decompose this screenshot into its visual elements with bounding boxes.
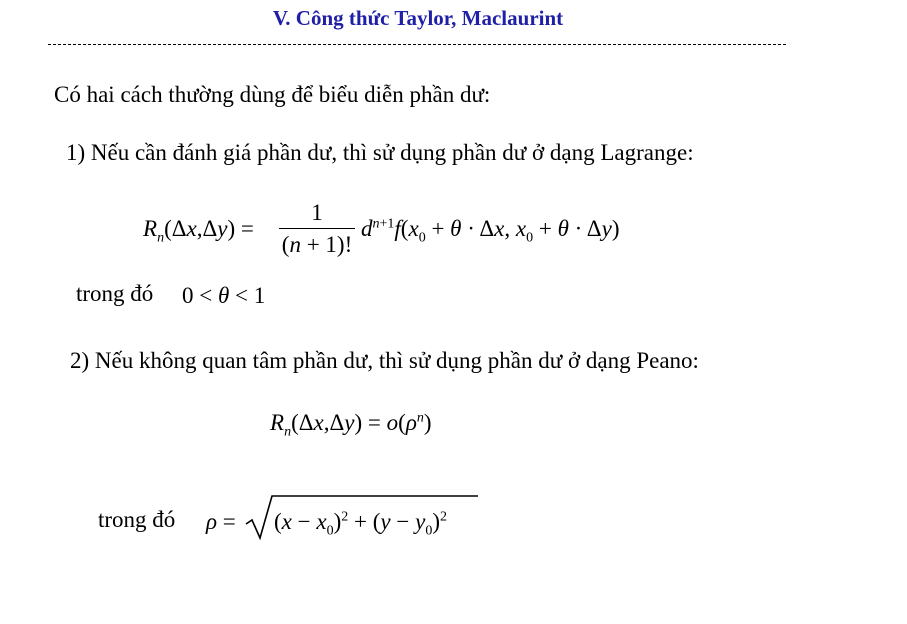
peano-formula: $R_n(\Delta x,\Delta y) = o(\rho^n)$: [270, 410, 432, 440]
lagrange-formula: [143, 200, 663, 270]
radicand: $(x - x_0)^2 + (y - y_0)^2$: [274, 509, 447, 539]
case-1-text: 1) Nếu cần đánh giá phần dư, thì sử dụng phần dư ở dạng Lagrange:: [66, 140, 694, 165]
intro-text: Có hai cách thường dùng để biểu diễn phần dư:: [54, 82, 491, 107]
case-2-text: 2) Nếu không quan tâm phần dư, thì sử dụng phần dư ở dạng Peano:: [70, 348, 699, 373]
fraction-bar: [279, 228, 355, 229]
lagrange-lhs: $R_n(\Delta x,\Delta y)$ =: [143, 216, 254, 246]
where-label-2: trong đó: [98, 507, 176, 532]
theta-condition: 0 < θ < 1: [182, 283, 266, 308]
where-label-1: trong đó: [76, 281, 154, 306]
slide-title: V. Công thức Taylor, Maclaurint: [272, 6, 564, 30]
fraction-denominator: (n + 1)!: [281, 232, 353, 257]
rho-lhs: ρ =: [206, 509, 236, 534]
rho-definition: [206, 492, 486, 544]
title-separator: [48, 44, 786, 45]
lagrange-fraction: [279, 200, 355, 264]
fraction-numerator: 1: [311, 200, 323, 225]
lagrange-rhs: $d^{n+1}f(x_0 + \theta \cdot \Delta x$, $x_0 + \theta \cdot \Delta y$): [361, 216, 620, 246]
